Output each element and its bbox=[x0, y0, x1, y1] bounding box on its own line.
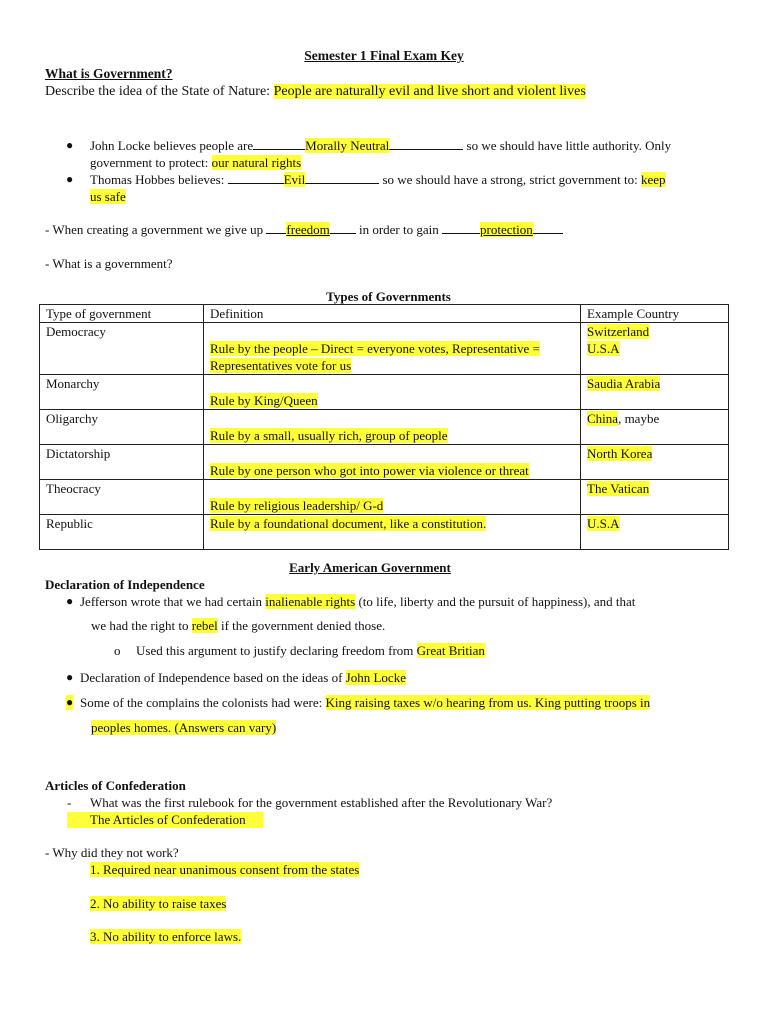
cell-example bbox=[581, 445, 729, 480]
blank-line bbox=[305, 183, 379, 184]
definition-text: Rule by a small, usually rich, group of people bbox=[210, 428, 448, 443]
table-caption: Types of Governments bbox=[326, 289, 451, 304]
blank-line bbox=[533, 233, 563, 234]
giveup-answer: freedom bbox=[286, 222, 330, 237]
reason-item bbox=[90, 862, 359, 878]
reason-text: 1. Required near unanimous consent from the states bbox=[90, 862, 360, 877]
cell-example bbox=[581, 410, 729, 445]
blank-line bbox=[442, 233, 480, 234]
definition-text: Rule by religious leadership/ G-d bbox=[210, 498, 384, 513]
locke-suffix: so we should have little authority. Only bbox=[463, 138, 672, 153]
header-definition: Definition bbox=[204, 305, 581, 323]
why-question: - Why did they not work? bbox=[45, 845, 179, 860]
example-suffix: , maybe bbox=[618, 411, 660, 426]
giveup-prefix: - When creating a government we give up bbox=[45, 222, 267, 237]
hobbes-prefix: Thomas Hobbes believes: bbox=[90, 172, 228, 187]
table-header-row bbox=[40, 305, 729, 323]
locke-prefix: John Locke believes people are bbox=[90, 138, 254, 153]
table-row bbox=[40, 323, 729, 375]
cell-example bbox=[581, 323, 729, 375]
complaints-answer2: peoples homes. (Answers can vary) bbox=[91, 720, 277, 735]
locke-line bbox=[90, 138, 671, 154]
bullet-icon: ● bbox=[66, 695, 74, 709]
table-row bbox=[40, 375, 729, 410]
example-text: North Korea bbox=[587, 446, 653, 461]
reason-text: 2. No ability to raise taxes bbox=[90, 896, 227, 911]
state-of-nature-line bbox=[45, 84, 586, 100]
definition-text: Rule by one person who got into power via violence or threat bbox=[210, 463, 529, 478]
blank-line bbox=[330, 233, 356, 234]
cell-example bbox=[581, 375, 729, 410]
hobbes-answer2b: us safe bbox=[90, 189, 126, 204]
cell-type: Theocracy bbox=[40, 480, 204, 515]
cell-definition bbox=[204, 480, 581, 515]
header-example: Example Country bbox=[581, 305, 729, 323]
doi-heading: Declaration of Independence bbox=[45, 577, 205, 592]
complaints-line bbox=[80, 695, 650, 711]
cell-type: Dictatorship bbox=[40, 445, 204, 480]
locke-answer: Morally Neutral bbox=[305, 138, 390, 153]
example-text: China bbox=[587, 411, 619, 426]
aoc-answer-highlight bbox=[67, 812, 263, 828]
example-text: Saudia Arabia bbox=[587, 376, 661, 391]
reason-item bbox=[90, 896, 226, 912]
locke-ideas-line bbox=[80, 670, 406, 686]
rebel-text-b: if the government denied those. bbox=[217, 618, 386, 633]
jefferson-answer: inalienable rights bbox=[265, 594, 356, 609]
cell-example bbox=[581, 515, 729, 550]
bullet-icon: ● bbox=[66, 138, 74, 152]
locke-ideas-answer: John Locke bbox=[345, 670, 406, 685]
early-american-heading: Early American Government bbox=[289, 560, 451, 575]
complaints-text: Some of the complains the colonists had were: bbox=[80, 695, 326, 710]
locke-line2-prefix: government to protect: bbox=[90, 155, 212, 170]
jefferson-text-b: (to life, liberty and the pursuit of happiness), and that bbox=[355, 594, 636, 609]
cell-type: Republic bbox=[40, 515, 204, 550]
example-text: The Vatican bbox=[587, 481, 650, 496]
example-text: U.S.A bbox=[587, 341, 620, 356]
definition-text: Rule by a foundational document, like a constitution. bbox=[210, 516, 487, 531]
blank-line bbox=[389, 149, 463, 150]
dash-icon: - bbox=[67, 795, 72, 810]
rebel-text: we had the right to bbox=[91, 618, 192, 633]
hobbes-line bbox=[90, 172, 666, 188]
bullet-icon: ● bbox=[66, 172, 74, 186]
aoc-question: What was the first rulebook for the government established after the Revolutionary War? bbox=[90, 795, 553, 810]
reason-text: 3. No ability to enforce laws. bbox=[90, 929, 242, 944]
cell-definition bbox=[204, 445, 581, 480]
blank-line bbox=[253, 149, 305, 150]
hobbes-answer2a: keep bbox=[641, 172, 666, 187]
locke-line2 bbox=[90, 155, 301, 171]
locke-ideas-text: Declaration of Independence based on the ideas of bbox=[80, 670, 346, 685]
cell-type: Monarchy bbox=[40, 375, 204, 410]
jefferson-line2 bbox=[91, 618, 385, 634]
page-title: Semester 1 Final Exam Key bbox=[304, 48, 464, 63]
jefferson-text: Jefferson wrote that we had certain bbox=[80, 594, 266, 609]
jefferson-line bbox=[80, 594, 635, 610]
hollow-bullet-icon: o bbox=[114, 643, 121, 658]
what-is-government-question: - What is a government? bbox=[45, 256, 173, 271]
state-prompt: Describe the idea of the State of Nature: bbox=[45, 84, 274, 99]
gain-answer: protection bbox=[480, 222, 533, 237]
bullet-icon: ● bbox=[66, 594, 74, 608]
table-row bbox=[40, 410, 729, 445]
state-answer: People are naturally evil and live short and violent lives bbox=[273, 84, 586, 99]
header-type: Type of government bbox=[40, 305, 204, 323]
cell-example bbox=[581, 480, 729, 515]
hobbes-answer: Evil bbox=[283, 172, 306, 187]
example-text: Switzerland bbox=[587, 324, 650, 339]
blank-line bbox=[228, 183, 284, 184]
table-row bbox=[40, 515, 729, 550]
giveup-line bbox=[45, 222, 563, 238]
government-types-table bbox=[39, 304, 729, 550]
complaints-answer: King raising taxes w/o hearing from us. King putting troops in bbox=[325, 695, 651, 710]
aoc-heading: Articles of Confederation bbox=[45, 778, 186, 793]
definition-text: Rule by King/Queen bbox=[210, 393, 318, 408]
example-text: U.S.A bbox=[587, 516, 620, 531]
giveup-mid: in order to gain bbox=[355, 222, 443, 237]
hobbes-line2 bbox=[90, 189, 126, 205]
justify-line bbox=[136, 643, 485, 659]
aoc-answer: The Articles of Confederation bbox=[90, 812, 246, 827]
reason-item bbox=[90, 929, 241, 945]
hobbes-suffix: so we should have a strong, strict government to: bbox=[379, 172, 641, 187]
complaints-line2 bbox=[91, 720, 276, 736]
cell-type: Democracy bbox=[40, 323, 204, 375]
justify-answer: Great Britian bbox=[416, 643, 485, 658]
section-heading-government: What is Government? bbox=[45, 66, 173, 81]
table-row bbox=[40, 445, 729, 480]
definition-text: Rule by the people – Direct = everyone votes, Representative = Representatives vote for us bbox=[210, 341, 540, 373]
cell-definition bbox=[204, 375, 581, 410]
cell-type: Oligarchy bbox=[40, 410, 204, 445]
table-row bbox=[40, 480, 729, 515]
bullet-icon: ● bbox=[66, 670, 74, 684]
cell-definition bbox=[204, 410, 581, 445]
cell-definition bbox=[204, 515, 581, 550]
cell-definition bbox=[204, 323, 581, 375]
blank-line bbox=[266, 233, 286, 234]
rebel-answer: rebel bbox=[191, 618, 218, 633]
locke-line2-answer: our natural rights bbox=[211, 155, 302, 170]
justify-text: Used this argument to justify declaring freedom from bbox=[136, 643, 417, 658]
